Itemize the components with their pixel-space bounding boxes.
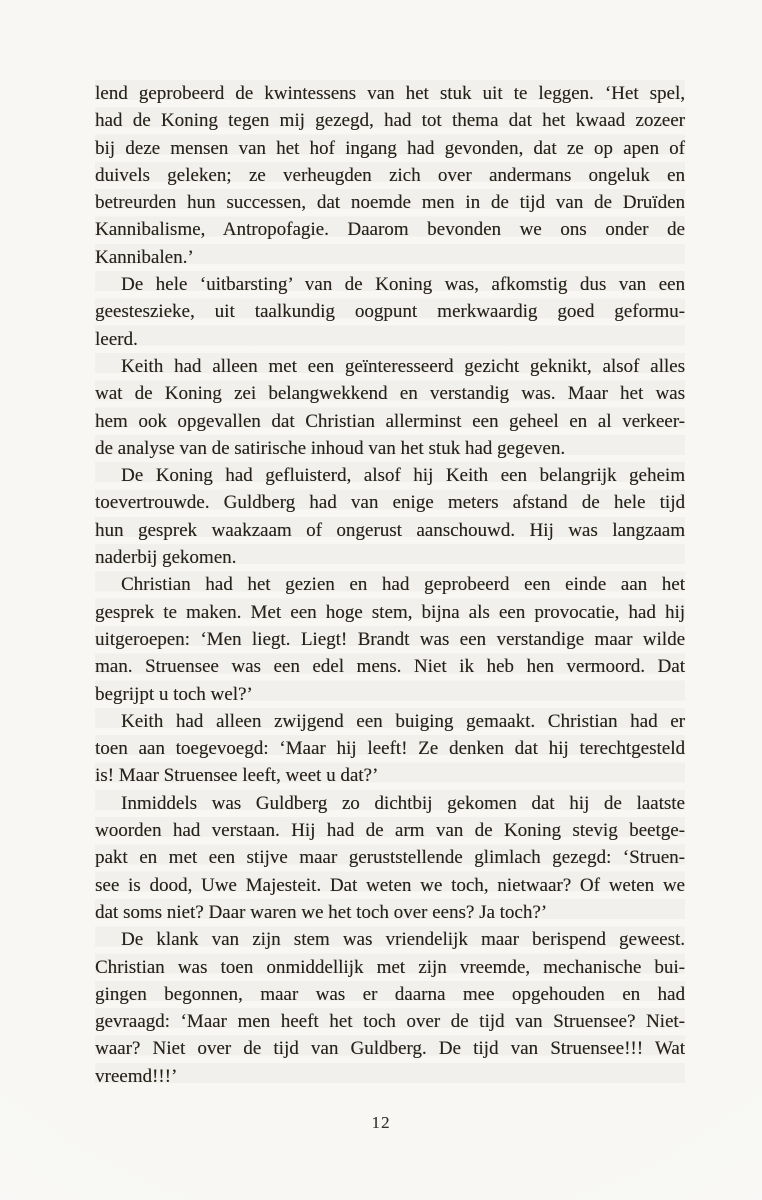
text-line: duivels geleken; ze verheugden zich over andermans ongeluk en xyxy=(95,164,685,186)
text-line: Christian had het gezien en had geprobeerd een einde aan het xyxy=(121,574,685,596)
text-block xyxy=(95,80,685,1090)
text-line: had de Koning tegen mij gezegd, had tot thema dat het kwaad zozeer xyxy=(95,110,685,132)
text-line: toevertrouwde. Guldberg had van enige meters afstand de hele tijd xyxy=(95,492,685,514)
text-line: betreurden hun successen, dat noemde men in de tijd van de Druïden xyxy=(95,192,685,214)
paragraph xyxy=(95,708,685,790)
text-line: Inmiddels was Guldberg zo dichtbij gekomen dat hij de laatste xyxy=(121,792,685,814)
paragraph xyxy=(95,926,685,1090)
text-line: hun gesprek waakzaam of ongerust aanschouwd. Hij was langzaam xyxy=(95,519,685,541)
text-line: De hele ‘uitbarsting’ van de Koning was, afkomstig dus van een xyxy=(121,274,685,296)
text-line: Keith had alleen met een geïnteresseerd gezicht geknikt, alsof alles xyxy=(121,355,685,377)
text-line: dat soms niet? Daar waren we het toch over eens? Ja toch?’ xyxy=(95,901,548,923)
text-line: see is dood, Uwe Majesteit. Dat weten we toch, nietwaar? Of weten we xyxy=(95,874,685,896)
text-line: De klank van zijn stem was vriendelijk maar berispend geweest. xyxy=(121,929,685,951)
text-line: is! Maar Struensee leeft, weet u dat?’ xyxy=(95,765,379,787)
text-line: toen aan toegevoegd: ‘Maar hij leeft! Ze denken dat hij terechtgesteld xyxy=(95,738,685,760)
text-line: de analyse van de satirische inhoud van het stuk had gegeven. xyxy=(95,437,566,459)
text-line: De Koning had gefluisterd, alsof hij Keith een belangrijk geheim xyxy=(121,465,685,487)
text-line: leerd. xyxy=(95,328,138,350)
paragraph xyxy=(95,462,685,571)
text-line: gesprek te maken. Met een hoge stem, bijna als een provocatie, had hij xyxy=(95,601,685,623)
text-line: vreemd!!!’ xyxy=(95,1065,178,1087)
paragraph xyxy=(95,571,685,707)
text-line: Kannibalen.’ xyxy=(95,246,194,268)
text-line: begrijpt u toch wel?’ xyxy=(95,683,253,705)
text-line: Christian was toen onmiddellijk met zijn vreemde, mechanische bui- xyxy=(95,956,685,978)
text-line: man. Struensee was een edel mens. Niet ik heb hen vermoord. Dat xyxy=(95,656,685,678)
text-line: waar? Niet over de tijd van Guldberg. De tijd van Struensee!!! Wat xyxy=(95,1038,685,1060)
paragraph xyxy=(95,271,685,353)
text-line: lend geprobeerd de kwintessens van het stuk uit te leggen. ‘Het spel, xyxy=(95,83,685,104)
paragraph xyxy=(95,790,685,926)
text-line: uitgeroepen: ‘Men liegt. Liegt! Brandt was een verstandige maar wilde xyxy=(95,628,685,650)
text-line: hem ook opgevallen dat Christian allerminst een geheel en al verkeer- xyxy=(95,410,685,432)
text-line: Keith had alleen zwijgend een buiging gemaakt. Christian had er xyxy=(121,710,685,732)
text-line: wat de Koning zei belangwekkend en verstandig was. Maar het was xyxy=(95,383,685,405)
text-line: gingen begonnen, maar was er daarna mee opgehouden en had xyxy=(95,983,685,1005)
paragraph xyxy=(95,353,685,462)
page-number: 12 xyxy=(371,1113,391,1132)
text-line: naderbij gekomen. xyxy=(95,547,237,569)
text-line: Kannibalisme, Antropofagie. Daarom bevonden we ons onder de xyxy=(95,219,685,241)
text-line: woorden had verstaan. Hij had de arm van de Koning stevig beetge- xyxy=(95,820,685,842)
text-line: pakt en met een stijve maar geruststellende glimlach gezegd: ‘Struen- xyxy=(95,847,685,869)
paragraph xyxy=(95,80,685,271)
text-line: geesteszieke, uit taalkundig oogpunt merkwaardig goed geformu- xyxy=(95,301,685,323)
text-line: gevraagd: ‘Maar men heeft het toch over de tijd van Struensee? Niet- xyxy=(95,1011,685,1033)
text-line: bij deze mensen van het hof ingang had gevonden, dat ze op apen of xyxy=(95,137,685,159)
